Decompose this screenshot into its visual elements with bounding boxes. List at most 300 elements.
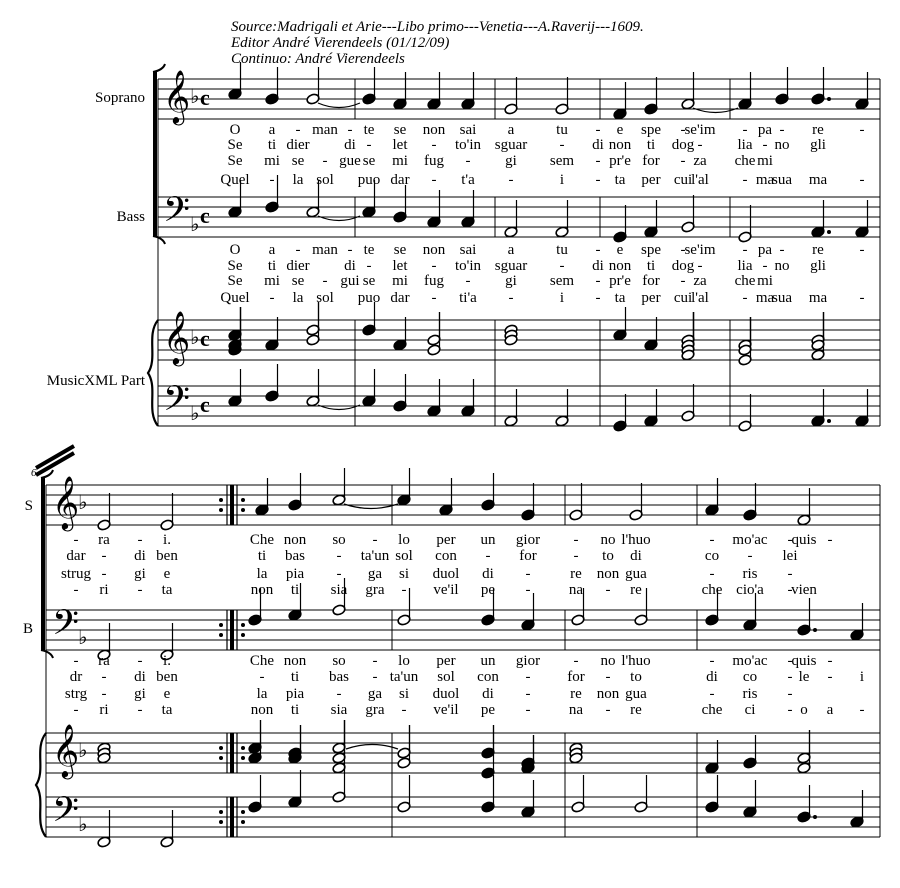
lyric-syllable: gra [365, 582, 385, 598]
lyric-syllable: ga [367, 686, 383, 702]
lyric-syllable: - [742, 172, 748, 188]
lyric-syllable: non [283, 653, 307, 669]
lyric-syllable: l'al [691, 290, 709, 306]
treble-clef-icon: 𝄞 [163, 312, 191, 363]
lyric-syllable: ra [98, 532, 110, 548]
lyric-syllable: la [256, 566, 268, 582]
lyric-syllable: di [344, 137, 356, 153]
lyric-syllable: mo'ac [732, 532, 768, 548]
lyric-syllable: man [312, 122, 338, 138]
lyric-syllable: pa [757, 242, 773, 258]
lyric-syllable: sem [549, 153, 575, 169]
lyric-syllable: Se [227, 137, 243, 153]
lyric-syllable: - [137, 702, 143, 718]
lyric-syllable: man [312, 242, 338, 258]
lyric-syllable: - [525, 669, 531, 685]
dot [813, 815, 817, 819]
lyric-syllable: - [525, 702, 531, 718]
lyric-syllable: dog [671, 137, 695, 153]
lyric-syllable: fug [424, 273, 444, 289]
lyric-syllable: za [693, 273, 707, 289]
lyric-syllable: non [250, 702, 274, 718]
lyric-syllable: se'im [684, 122, 716, 138]
lyric-syllable: puo [357, 172, 381, 188]
lyric-syllable: che [734, 153, 756, 169]
lyric-syllable: - [595, 153, 601, 169]
repeat-dot [219, 498, 223, 502]
lyric-syllable: ti [257, 548, 267, 564]
lyric-syllable: - [709, 532, 715, 548]
lyric-syllable: - [431, 258, 437, 274]
lyric-syllable: - [605, 702, 611, 718]
lyric-syllable: gi [505, 273, 517, 289]
lyric-syllable: ris [742, 566, 758, 582]
lyric-syllable: sai [459, 242, 477, 258]
lyric-syllable: - [431, 172, 437, 188]
lyric-syllable: ve'il [433, 582, 459, 598]
lyric-syllable: se [362, 273, 376, 289]
lyric-syllable: non [596, 686, 620, 702]
lyric-syllable: dr [69, 669, 83, 685]
lyric-syllable: - [605, 582, 611, 598]
lyric-syllable: l'al [691, 172, 709, 188]
lyric-syllable: sai [459, 122, 477, 138]
lyric-syllable: strg [64, 686, 88, 702]
treble-clef-icon: 𝄞 [52, 725, 80, 776]
lyric-syllable: ben [156, 548, 178, 564]
lyric-syllable: i [559, 290, 565, 306]
lyric-syllable: - [73, 653, 79, 669]
lyric-syllable: - [347, 242, 353, 258]
lyric-syllable: for [567, 669, 585, 685]
lyric-syllable: duol [432, 686, 460, 702]
lyric-syllable: a [507, 122, 515, 138]
lyric-syllable: sua [772, 172, 792, 188]
lyric-syllable: - [573, 653, 579, 669]
lyric-syllable: con [477, 669, 499, 685]
lyric-syllable: - [680, 273, 686, 289]
lyric-syllable: con [435, 548, 457, 564]
lyric-syllable: - [401, 582, 407, 598]
lyric-syllable: - [859, 290, 865, 306]
lyric-syllable: che [734, 273, 756, 289]
lyric-syllable: - [137, 532, 143, 548]
lyric-syllable: se [393, 122, 407, 138]
lyric-syllable: vien [791, 582, 817, 598]
lyric-syllable: ris [742, 686, 758, 702]
common-time-icon: c [200, 326, 210, 351]
lyric-syllable: bas [285, 548, 305, 564]
lyric-syllable: - [73, 582, 79, 598]
lyric-syllable: - [859, 122, 865, 138]
lyric-syllable: le [798, 669, 810, 685]
lyric-syllable: co [742, 669, 758, 685]
lyric-syllable: l'huo [621, 653, 651, 669]
flat-icon: ♭ [190, 86, 200, 108]
lyric-syllable: a [268, 242, 276, 258]
lyric-syllable: - [697, 258, 703, 274]
lyric-syllable: for [642, 153, 660, 169]
lyric-syllable: non [422, 122, 446, 138]
lyric-syllable: - [787, 686, 793, 702]
lyric-syllable: - [366, 137, 372, 153]
notes [97, 62, 869, 848]
flat-icon: ♭ [78, 492, 88, 514]
lyric-syllable: Quel [220, 290, 250, 306]
lyric-syllable: mi [264, 273, 280, 289]
lyric-syllable: ta [614, 172, 626, 188]
lyric-syllable: pe [480, 582, 496, 598]
lyric-syllable: - [595, 122, 601, 138]
lyric-syllable: re [630, 582, 642, 598]
lyric-syllable: i [559, 172, 565, 188]
continuo-credit-line: Continuo: André Vierendeels [231, 51, 405, 67]
lyric-syllable: di [592, 137, 604, 153]
repeat-dot [241, 498, 245, 502]
repeat-dot [219, 508, 223, 512]
lyric-syllable: ta'un [360, 548, 390, 564]
common-time-icon: c [200, 203, 210, 228]
lyric-syllable: quis [791, 653, 817, 669]
lyric-syllable: dar [390, 172, 410, 188]
lyric-syllable: ta'un [389, 669, 419, 685]
repeat-dot [241, 508, 245, 512]
lyric-syllable: - [709, 686, 715, 702]
lyric-syllable: - [709, 653, 715, 669]
lyric-syllable: sguar [494, 137, 528, 153]
lyric-syllable: non [608, 258, 632, 274]
lyric-syllable: - [779, 122, 785, 138]
brace [36, 733, 46, 837]
lyric-syllable: - [73, 532, 79, 548]
lyric-syllable: - [508, 172, 514, 188]
lyric-syllable: - [709, 566, 715, 582]
repeat-dot [219, 810, 223, 814]
lyric-syllable: gue [339, 153, 361, 169]
lyric-syllable: la [256, 686, 268, 702]
lyric-syllable: mi [264, 153, 280, 169]
lyric-syllable: sol [316, 290, 334, 306]
lyric-syllable: duol [432, 566, 460, 582]
lyric-syllable: cui [673, 172, 693, 188]
lyric-syllable: - [269, 172, 275, 188]
part-abbrev-soprano: S [24, 498, 33, 514]
tie [346, 745, 398, 750]
lyric-syllable: na [568, 702, 584, 718]
lyric-syllable: to [630, 669, 642, 685]
lyric-syllable: spe [641, 122, 661, 138]
lyric-syllable: sia [330, 702, 348, 718]
lyric-syllable: - [137, 582, 143, 598]
lyric-syllable: ma [808, 172, 828, 188]
repeat-dot [241, 756, 245, 760]
dot [813, 628, 817, 632]
lyric-syllable: - [595, 242, 601, 258]
dot [827, 230, 831, 234]
lyric-syllable: gli [810, 258, 826, 274]
lyric-syllable: - [787, 653, 793, 669]
lyric-syllable: - [680, 153, 686, 169]
lyric-syllable: re [570, 566, 582, 582]
lyric-syllable: for [642, 273, 660, 289]
lyric-syllable: non [596, 566, 620, 582]
lyric-syllable: mi [392, 273, 408, 289]
lyric-syllable: - [859, 172, 865, 188]
lyric-syllable: si [398, 566, 410, 582]
lyric-syllable: - [431, 137, 437, 153]
lyric-syllable: re [570, 686, 582, 702]
lyric-syllable: - [525, 566, 531, 582]
lyric-syllable: sem [549, 273, 575, 289]
lyric-syllable: ve'il [433, 702, 459, 718]
lyric-syllable: - [559, 137, 565, 153]
lyric-syllable: l'huo [621, 532, 651, 548]
lyric-syllable: se [291, 273, 305, 289]
lyric-syllable: strug [61, 566, 91, 582]
lyric-syllable: ma [808, 290, 828, 306]
repeat-dot [219, 820, 223, 824]
lyric-syllable: gi [134, 686, 146, 702]
bass-clef-icon: 𝄢 [163, 381, 191, 427]
lyric-syllable: lo [398, 532, 410, 548]
lyric-syllable: di [592, 258, 604, 274]
flat-icon: ♭ [78, 740, 88, 762]
lyric-syllable: ti [267, 137, 277, 153]
lyric-syllable: la [292, 172, 304, 188]
lyric-syllable: te [363, 242, 375, 258]
treble-clef-icon: 𝄞 [52, 477, 80, 528]
lyric-syllable: - [787, 566, 793, 582]
lyric-syllable: - [827, 532, 833, 548]
lyric-syllable: na [568, 582, 584, 598]
lyric-syllable: Che [249, 653, 275, 669]
flat-icon: ♭ [190, 327, 200, 349]
lyric-syllable: pr'e [609, 153, 631, 169]
lyric-syllable: ti [267, 258, 277, 274]
lyric-syllable: i. [163, 653, 171, 669]
lyric-syllable: - [747, 548, 753, 564]
lyric-syllable: - [372, 653, 378, 669]
lyric-syllable: co [704, 548, 720, 564]
lyric-syllable: la [292, 290, 304, 306]
lyric-syllable: - [742, 122, 748, 138]
lyric-syllable: mi [392, 153, 408, 169]
lyric-syllable: let [392, 137, 408, 153]
lyric-syllable: - [465, 153, 471, 169]
lyric-syllable: sol [395, 548, 413, 564]
lyric-syllable: un [480, 653, 496, 669]
lyric-syllable: puo [357, 290, 381, 306]
lyric-syllable: ti [290, 582, 300, 598]
lyric-syllable: - [827, 653, 833, 669]
lyric-syllable: non [250, 582, 274, 598]
bass-clef-icon: 𝄢 [163, 192, 191, 238]
lyric-syllable: Quel [220, 172, 250, 188]
lyric-syllable: - [372, 669, 378, 685]
lyric-syllable: no [774, 137, 790, 153]
lyric-syllable: a [826, 702, 834, 718]
lyric-syllable: - [101, 566, 107, 582]
lyric-syllable: fug [424, 153, 444, 169]
lyric-syllable: - [372, 532, 378, 548]
lyric-syllable: di [630, 548, 642, 564]
lyric-syllable: di [482, 686, 494, 702]
lyric-syllable: gli [810, 137, 826, 153]
lyric-syllable: di [344, 258, 356, 274]
lyric-syllable: O [229, 242, 241, 258]
lyric-syllable: di [134, 669, 146, 685]
lyric-syllable: - [595, 172, 601, 188]
lyric-syllable: tu [556, 122, 568, 138]
lyric-syllable: - [605, 669, 611, 685]
lyric-syllable: - [101, 669, 107, 685]
lyric-syllable: sol [437, 669, 455, 685]
lyric-syllable: e [616, 242, 624, 258]
lyric-syllable: t'a [461, 172, 475, 188]
lyric-syllable: - [680, 242, 686, 258]
lyric-syllable: - [859, 242, 865, 258]
lyric-syllable: sua [772, 290, 792, 306]
lyric-syllable: - [295, 242, 301, 258]
part-abbrev-bass: B [22, 621, 33, 637]
lyric-syllable: ti [646, 137, 656, 153]
lyric-syllable: ta [161, 702, 173, 718]
lyric-syllable: gui [340, 273, 360, 289]
lyric-syllable: lia [737, 137, 753, 153]
part-name-bass: Bass [116, 209, 145, 225]
lyric-syllable: gi [505, 153, 517, 169]
lyric-syllable: ma [755, 290, 775, 306]
lyric-syllable: lia [737, 258, 753, 274]
lyric-syllable: se [393, 242, 407, 258]
lyric-syllable: pa [757, 122, 773, 138]
measure-number: 6 [31, 467, 37, 479]
lyric-syllable: ma [755, 172, 775, 188]
lyric-syllable: ti [290, 669, 300, 685]
lyric-syllable: - [787, 532, 793, 548]
repeat-dot [219, 746, 223, 750]
lyric-syllable: per [436, 653, 456, 669]
flat-icon: ♭ [78, 627, 88, 649]
lyric-syllable: for [519, 548, 537, 564]
lyric-syllable: gior [515, 653, 541, 669]
part-name-soprano: Soprano [95, 90, 145, 106]
repeat-dot [241, 810, 245, 814]
lyric-syllable: dog [671, 258, 695, 274]
clefs-and-signatures [52, 70, 210, 838]
lyric-syllable: a [268, 122, 276, 138]
lyric-syllable: gior [515, 532, 541, 548]
lyric-syllable: - [336, 686, 342, 702]
lyric-syllable: - [101, 686, 107, 702]
editor-line: Editor André Vierendeels (01/12/09) [231, 35, 450, 51]
lyric-syllable: - [827, 669, 833, 685]
lyric-syllable: - [485, 548, 491, 564]
lyric-syllable: - [347, 122, 353, 138]
lyric-syllable: - [137, 653, 143, 669]
lyric-syllable: - [762, 258, 768, 274]
flat-icon: ♭ [190, 214, 200, 236]
brace [148, 320, 158, 426]
lyric-syllable: - [295, 122, 301, 138]
repeat-dot [219, 756, 223, 760]
lyric-syllable: e [163, 566, 171, 582]
repeat-dot [219, 633, 223, 637]
lyric-syllable: di [482, 566, 494, 582]
lyric-syllable: di [706, 669, 718, 685]
lyric-syllable: gua [625, 686, 647, 702]
repeat-dot [241, 633, 245, 637]
lyric-syllable: sguar [494, 258, 528, 274]
lyric-syllable: - [559, 258, 565, 274]
lyric-syllable: - [336, 566, 342, 582]
lyric-syllable: - [431, 290, 437, 306]
lyric-syllable: no [600, 653, 616, 669]
lyric-syllable: - [336, 548, 342, 564]
lyric-syllable: za [693, 153, 707, 169]
lyric-syllable: gi [134, 566, 146, 582]
lyric-syllable: - [742, 242, 748, 258]
lyric-syllable: ti [290, 702, 300, 718]
lyric-syllable: ri [99, 702, 109, 718]
treble-clef-icon: 𝄞 [163, 71, 191, 122]
lyric-syllable: dier [286, 137, 310, 153]
flat-icon: ♭ [190, 403, 200, 425]
lyric-syllable: sia [330, 582, 348, 598]
lyric-syllable: lo [398, 653, 410, 669]
lyric-syllable: che [701, 582, 723, 598]
lyric-syllable: ra [98, 653, 110, 669]
bracket-hook [41, 650, 53, 658]
lyric-syllable: no [600, 532, 616, 548]
lyric-syllable: i. [163, 532, 171, 548]
lyric-syllable: ci [744, 702, 756, 718]
lyric-syllable: ga [367, 566, 383, 582]
lyric-syllable: si [398, 686, 410, 702]
lyric-syllable: let [392, 258, 408, 274]
common-time-icon: c [200, 392, 210, 417]
lyric-syllable: i [859, 669, 865, 685]
repeat-dot [219, 623, 223, 627]
lyric-syllable: - [366, 258, 372, 274]
lyric-syllable: - [762, 137, 768, 153]
lyric-syllable: - [525, 582, 531, 598]
lyric-syllable: a [507, 242, 515, 258]
lyric-syllable: re [630, 702, 642, 718]
lyric-syllable: e [616, 122, 624, 138]
lyric-syllable: se'im [684, 242, 716, 258]
dot [827, 97, 831, 101]
lyric-syllable: dier [286, 258, 310, 274]
bass-clef-icon: 𝄢 [52, 605, 80, 651]
lyric-syllable: per [436, 532, 456, 548]
lyric-syllable: cio'a [736, 582, 764, 598]
lyric-syllable: Se [227, 258, 243, 274]
lyric-syllable: - [322, 153, 328, 169]
lyric-syllable: pia [285, 686, 305, 702]
lyric-syllable: sol [316, 172, 334, 188]
lyric-syllable: dar [66, 548, 86, 564]
lyric-syllable: - [259, 669, 265, 685]
lyric-syllable: - [742, 290, 748, 306]
lyric-syllable: - [465, 273, 471, 289]
lyric-syllable: - [573, 532, 579, 548]
lyric-syllable: - [322, 273, 328, 289]
flat-icon: ♭ [78, 814, 88, 836]
lyric-syllable: di [134, 548, 146, 564]
lyric-syllable: re [812, 122, 824, 138]
lyric-syllable: O [229, 122, 241, 138]
